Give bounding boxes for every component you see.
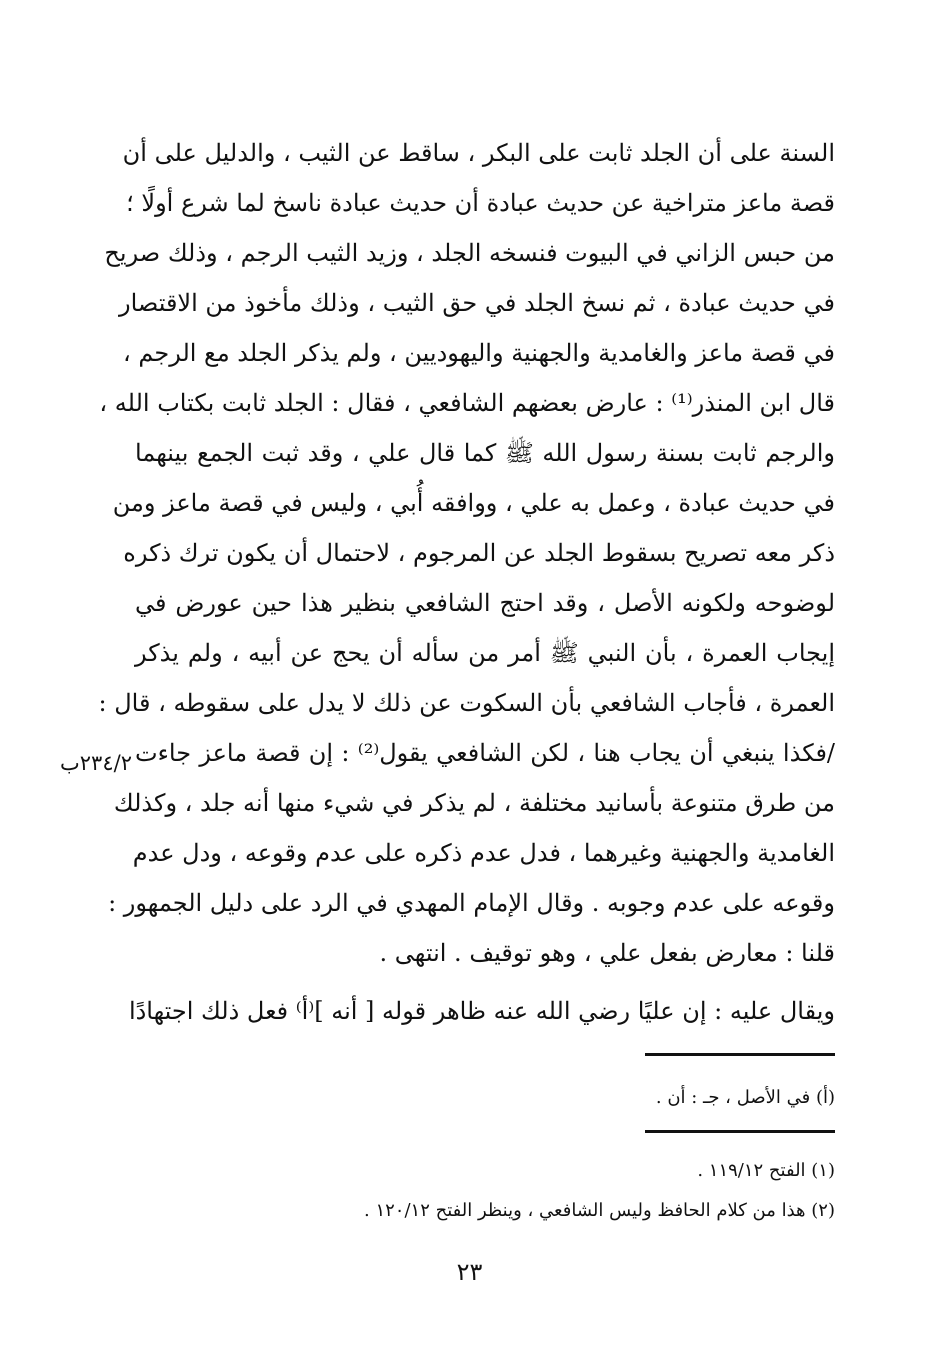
text-line: لوضوحه ولكونه الأصل ، وقد احتج الشافعي بنظير هذا حين عورض في [135, 589, 836, 617]
text-line: ذكر معه تصريح بسقوط الجلد عن المرجوم ، لاحتمال أن يكون ترك ذكره [123, 539, 835, 567]
text-line: من طرق متنوعة بأسانيد مختلفة ، لم يذكر في شيء منها أنه جلد ، وكذلك [113, 789, 835, 817]
footnote-separator [645, 1053, 835, 1056]
text-line: الغامدية والجهنية وغيرهما ، فدل عدم ذكره على عدم وقوعه ، ودل عدم [132, 839, 835, 867]
text-line: والرجم ثابت بسنة رسول الله ﷺ كما قال علي ، وقد ثبت الجمع بينهما [135, 439, 835, 467]
footnote-separator [645, 1130, 835, 1133]
footnote-2: (٢) هذا من كلام الحافظ وليس الشافعي ، وينظر الفتح ١٢٠/١٢ . [364, 1200, 835, 1221]
text-line: /فكذا ينبغي أن يجاب هنا ، لكن الشافعي يقول⁽²⁾ : إن قصة ماعز جاءت [135, 739, 836, 767]
text-line: من حبس الزاني في البيوت فنسخه الجلد ، وزيد الثيب الرجم ، وذلك صريح [104, 239, 835, 267]
text-line: في حديث عبادة ، ثم نسخ الجلد في حق الثيب ، وذلك مأخوذ من الاقتصار [118, 289, 835, 317]
text-line: السنة على أن الجلد ثابت على البكر ، ساقط عن الثيب ، والدليل على أن [122, 139, 835, 167]
page-number: ٢٣ [456, 1258, 483, 1286]
main-text [98, 128, 836, 1036]
text-line: وقوعه على عدم وجوبه . وقال الإمام المهدي في الرد على دليل الجمهور : [108, 889, 835, 917]
text-line: إيجاب العمرة ، بأن النبي ﷺ أمر من سأله أن يحج عن أبيه ، ولم يذكر [135, 639, 835, 667]
paragraph-start-line: ويقال عليه : إن عليًا رضي الله عنه ظاهر قوله [ أنه ]⁽أ⁾ فعل ذلك اجتهادًا [128, 997, 835, 1025]
text-line: قلنا : معارض بفعل علي ، وهو توقيف . انتهى . [379, 939, 835, 967]
text-line: قال ابن المنذر⁽¹⁾ : عارض بعضهم الشافعي ، فقال : الجلد ثابت بكتاب الله ، [99, 389, 835, 417]
text-line: قصة ماعز متراخية عن حديث عبادة أن حديث عبادة ناسخ لما شرع أولًا ؛ [126, 189, 835, 217]
manuscript-folio-marker: ٢٣٤/٢ب [60, 751, 132, 775]
variant-note: (أ) في الأصل ، جـ : أن . [655, 1087, 835, 1108]
footnote-1: (١) الفتح ١١٩/١٢ . [697, 1160, 835, 1181]
text-line: في حديث عبادة ، وعمل به علي ، ووافقه أُبي ، وليس في قصة ماعز ومن [112, 489, 835, 517]
text-line: العمرة ، فأجاب الشافعي بأن السكوت عن ذلك لا يدل على سقوطه ، قال : [98, 689, 835, 717]
text-line: في قصة ماعز والغامدية والجهنية واليهوديين ، ولم يذكر الجلد مع الرجم ، [123, 339, 835, 367]
